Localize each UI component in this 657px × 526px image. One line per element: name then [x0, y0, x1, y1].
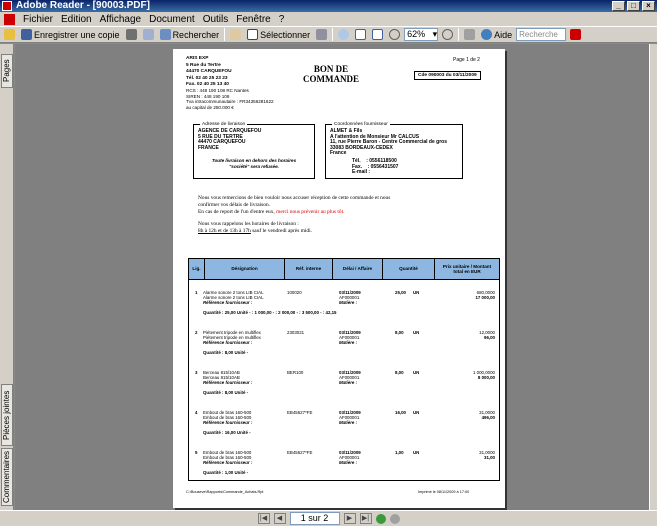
- row-prices: [475, 290, 495, 300]
- delivery-note: [198, 158, 310, 169]
- letter-p5b: sauf le vendredi après midi.: [250, 228, 312, 234]
- supplier-line4: 33083 BORDEAUX-CEDEX: [330, 144, 393, 151]
- delivery-line4: FRANCE: [198, 144, 219, 151]
- forward-view-icon[interactable]: [390, 514, 400, 524]
- row-unit: UN: [413, 290, 420, 295]
- supplier-fax-label: Fax.: [352, 163, 363, 170]
- col-lig: Lig.: [189, 259, 205, 279]
- letter-p3: [198, 209, 488, 216]
- chevron-down-icon[interactable]: ▾: [432, 29, 438, 39]
- row-quantity-line: Quantité : 16,00 Unité -: [203, 430, 251, 435]
- row-ref: EB45627*FE: [287, 410, 313, 415]
- letter-p5a: 8h à 12h et de 13h à 17h: [198, 228, 251, 234]
- row-ref-fourn: Référence fournisseur :: [203, 340, 253, 346]
- row-designation: [203, 410, 281, 426]
- company-address1: 5 Rue du Tertre: [186, 62, 221, 68]
- col-prix: Prix unitaire / Montant total en EUR: [442, 263, 492, 274]
- print-button[interactable]: [124, 28, 139, 42]
- row-des2: Piétement tripode en multiflex: [203, 335, 261, 341]
- toolbar-separator: [332, 28, 333, 41]
- row-designation: [203, 330, 281, 346]
- letter-p3b: merci nous prévenir au plus tôt.: [276, 209, 345, 215]
- row-ref-fourn: Référence fournisseur :: [203, 420, 253, 426]
- search-label: Rechercher: [172, 29, 220, 40]
- row-ref: EB45627*FE: [287, 450, 313, 455]
- row-qte: 8,00: [395, 370, 404, 375]
- menu-fenetre[interactable]: Fenêtre: [236, 13, 271, 25]
- search-web-input[interactable]: Recherche: [516, 28, 566, 41]
- row-des1: Alarme sonore 2 tons LIB CIAL: [203, 290, 264, 295]
- supplier-tel-label: Tél.: [352, 157, 361, 164]
- row-qte: 16,00: [395, 410, 406, 415]
- zoom-tool-button[interactable]: [336, 28, 351, 42]
- magnifier-icon: [338, 29, 349, 40]
- row-ref-fourn: Référence fournisseur :: [203, 380, 253, 386]
- adobe-reader-icon: [2, 1, 12, 11]
- row-des2: Alarme sonore 2 tons LIB CIAL: [203, 295, 264, 301]
- last-page-button[interactable]: ▶|: [360, 513, 372, 524]
- help-label: Aide: [494, 29, 513, 40]
- row-unit: UN: [413, 450, 420, 455]
- letter-p4: Nous vous rappelons les horaires de livraison :: [198, 221, 299, 227]
- rotate-icon: [464, 29, 475, 40]
- row-unit: UN: [413, 370, 420, 375]
- row-affaire: AF000001: [339, 295, 360, 301]
- email-button[interactable]: [141, 28, 156, 42]
- select-label: Sélectionner: [260, 29, 311, 40]
- menu-document[interactable]: Document: [149, 13, 195, 25]
- company-fax: Fax. 02 40 25 13 40: [186, 82, 229, 88]
- company-rcs: RCS : 448 190 108 RC Nantes: [186, 87, 249, 93]
- open-button[interactable]: [2, 28, 17, 42]
- letter-p2: confirmer vos délais de livraison.: [198, 202, 271, 208]
- col-designation: Désignation: [205, 259, 285, 279]
- row-total: 31,00: [484, 455, 495, 461]
- row-quantity-line: Quantité : 1,00 Unité -: [203, 470, 249, 475]
- tab-comments[interactable]: Commentaires: [1, 448, 13, 506]
- row-delai: 03/11/2009: [339, 450, 361, 455]
- row-des1: Berceau 815/10AB: [203, 370, 240, 375]
- fit-width-button[interactable]: [370, 28, 385, 42]
- minus-icon: [389, 29, 400, 40]
- row-matiere: Matière :: [339, 340, 358, 346]
- delivery-line3: 44470 CARQUEFOU: [198, 139, 246, 146]
- row-des2: Berceau 815/10AB: [203, 375, 240, 381]
- row-total: 8 000,00: [477, 375, 495, 381]
- letter-p5: [198, 228, 488, 235]
- row-matiere: Matière :: [339, 380, 358, 386]
- plus-icon: [442, 29, 453, 40]
- company-tel: Tél. 02 40 25 23 23: [186, 75, 228, 81]
- delivery-address-box: [193, 124, 315, 179]
- company-tva: Tva intracommunautaire : FR34356281622: [186, 99, 274, 105]
- row-qte: 1,00: [395, 450, 404, 455]
- row-delai-block: [339, 370, 361, 386]
- row-prices: [479, 410, 495, 420]
- fit-width-icon: [372, 29, 383, 40]
- row-ref: 100020: [287, 290, 302, 295]
- row-unit: UN: [413, 410, 420, 415]
- row-delai-block: [339, 330, 361, 346]
- row-des2: Embout de bras 160-500: [203, 455, 252, 461]
- company-capital: au capital de 250.000 €: [186, 104, 234, 110]
- help-button[interactable]: [479, 28, 514, 42]
- supplier-label: Coordonnées fournisseur: [334, 122, 388, 127]
- row-matiere: Matière :: [339, 300, 358, 306]
- email-icon: [143, 29, 154, 40]
- next-page-button[interactable]: ▶: [344, 513, 356, 524]
- pdf-page: [173, 49, 505, 508]
- select-tool-button[interactable]: [245, 28, 312, 42]
- footer-path: C:\Bouseve\Rapports\Commande_Achats.Rpt: [186, 490, 264, 494]
- col-delai: Délai / Affaire: [333, 259, 383, 279]
- fit-page-button[interactable]: [353, 28, 368, 42]
- zoom-out-button[interactable]: [387, 28, 402, 42]
- menu-bar: [0, 12, 657, 26]
- status-bar: [0, 510, 657, 526]
- row-des2: Embout de bras 160-500: [203, 415, 252, 421]
- supplier-box: [325, 124, 463, 179]
- snapshot-button[interactable]: [314, 28, 329, 42]
- minimize-button[interactable]: _: [612, 1, 625, 11]
- row-affaire: AF000001: [339, 455, 360, 461]
- menu-outils[interactable]: Outils: [202, 13, 229, 25]
- document-title: [303, 64, 359, 84]
- row-quantity-line: Quantité : 8,00 Unité -: [203, 390, 249, 395]
- folder-icon: [4, 29, 15, 40]
- printer-icon: [126, 29, 137, 40]
- row-lig: 1: [195, 290, 198, 295]
- row-des1: Piétement tripode en multiflex: [203, 330, 261, 335]
- company-name: ARIS EXP: [186, 56, 209, 61]
- help-icon: [481, 29, 492, 40]
- row-matiere: Matière :: [339, 420, 358, 426]
- row-delai: 03/11/2009: [339, 330, 361, 335]
- rotate-button[interactable]: [462, 28, 477, 42]
- save-icon: [21, 29, 32, 40]
- row-designation: [203, 290, 281, 306]
- row-designation: [203, 450, 281, 466]
- maximize-button[interactable]: □: [627, 1, 640, 11]
- zoom-level-input[interactable]: [404, 28, 438, 41]
- delivery-note2: "société" sera refusée.: [229, 163, 279, 169]
- title-bar: [0, 0, 657, 12]
- window-title: Adobe Reader - [90003.PDF]: [16, 0, 150, 11]
- zoom-value: 62%: [407, 29, 426, 39]
- row-prices: [473, 370, 495, 380]
- row-affaire: AF000001: [339, 375, 360, 381]
- page-number: Page 1 de 2: [453, 57, 480, 63]
- row-affaire: AF000001: [339, 335, 360, 341]
- letter-body: [198, 195, 488, 235]
- camera-icon: [316, 29, 327, 40]
- row-lig: 5: [195, 450, 198, 455]
- row-prices: [479, 330, 495, 340]
- row-ref: BER100: [287, 370, 304, 375]
- menu-fichier[interactable]: Fichier: [23, 13, 54, 25]
- fit-page-icon: [355, 29, 366, 40]
- search-button[interactable]: [158, 28, 222, 42]
- row-total: 96,00: [484, 335, 495, 341]
- toolbar-separator: [224, 28, 225, 41]
- supplier-fax: : 0556431507: [367, 163, 399, 170]
- row-prices: [479, 450, 495, 460]
- supplier-line1: ALMET & Fils: [330, 128, 363, 134]
- delivery-label: Adresse de livraison: [202, 122, 246, 127]
- tab-attachments[interactable]: Pièces jointes: [1, 384, 13, 446]
- footer-print-date: Imprimé le 08/11/2009 à 17:00: [418, 490, 470, 494]
- prev-page-button[interactable]: ◀: [274, 513, 286, 524]
- order-reference: Cde 090003 du 03/11/2009: [414, 71, 481, 80]
- row-unit: UN: [413, 330, 420, 335]
- title-line1: BON DE: [313, 64, 349, 74]
- yahoo-icon: [570, 29, 581, 40]
- row-designation: [203, 370, 281, 386]
- delivery-line1: AGENCE DE CARQUEFOU: [198, 128, 262, 134]
- binoculars-icon: [160, 29, 171, 40]
- col-quantite: Quantité: [383, 259, 435, 279]
- col-ref: Réf. interne: [285, 259, 333, 279]
- menu-edition[interactable]: Edition: [61, 13, 92, 25]
- supplier-line5: France: [330, 150, 347, 157]
- row-affaire: AF000001: [339, 415, 360, 421]
- hand-tool-button[interactable]: [228, 28, 243, 42]
- row-qte: 8,00: [395, 330, 404, 335]
- row-total: 496,00: [481, 415, 495, 421]
- table-body: [188, 280, 500, 481]
- supplier-line2: A l'attention de Monsieur Mr CALCUS: [330, 133, 420, 140]
- save-copy-button[interactable]: [19, 28, 122, 42]
- supplier-email-label: E-mail :: [352, 169, 371, 176]
- row-ref-fourn: Référence fournisseur :: [203, 460, 253, 466]
- hand-icon: [230, 29, 241, 40]
- row-delai-block: [339, 450, 361, 466]
- first-page-button[interactable]: |◀: [258, 513, 270, 524]
- toolbar: [0, 26, 657, 43]
- row-qte: 25,00: [395, 290, 406, 295]
- tab-pages[interactable]: Pages: [1, 54, 13, 88]
- row-matiere: Matière :: [339, 460, 358, 466]
- zoom-in-button[interactable]: [440, 28, 455, 42]
- company-siren: SIREN : 448 190 108: [186, 93, 230, 99]
- row-des1: Embout de bras 160-500: [203, 410, 252, 415]
- title-line2: COMMANDE: [303, 74, 359, 84]
- row-quantity-line: Quantité : 8,00 Unité -: [203, 350, 249, 355]
- row-pu: 31,0000: [479, 410, 495, 415]
- supplier-line3: 11, rue Pierre Baron - Centre Commercial de gros: [330, 139, 447, 146]
- letter-p3a: En cas de report de l'un d'entre eux,: [198, 209, 275, 215]
- row-pu: 680,0000: [476, 290, 495, 295]
- row-quantity-line: Quantité : 25,00 Unité - : 1 000,00 - : 2 000,00 - : 3 500,00 - : 42,15: [203, 310, 337, 315]
- row-lig: 4: [195, 410, 198, 415]
- row-des1: Embout de bras 160-500: [203, 450, 252, 455]
- menu-affichage[interactable]: Affichage: [99, 13, 142, 25]
- row-lig: 2: [195, 330, 198, 335]
- company-address2: 44470 CARQUEFOU: [186, 69, 232, 75]
- close-button[interactable]: ×: [642, 1, 655, 11]
- row-pu: 1 000,0000: [473, 370, 495, 375]
- row-pu: 12,0000: [479, 330, 495, 335]
- delivery-line2: 5 RUE DU TERTRE: [198, 133, 243, 140]
- save-copy-label: Enregistrer une copie: [34, 29, 120, 40]
- menu-help[interactable]: ?: [278, 13, 285, 25]
- supplier-tel: : 0556118500: [366, 157, 397, 164]
- row-delai: 03/11/2009: [339, 370, 361, 375]
- row-ref-fourn: Référence fournisseur :: [203, 300, 253, 306]
- row-total: 17 000,00: [475, 295, 495, 301]
- row-delai-block: [339, 410, 361, 426]
- delivery-note1: Toute livraison en dehors des horaires: [211, 158, 297, 164]
- row-delai-block: [339, 290, 361, 306]
- page-indicator[interactable]: 1 sur 2: [290, 512, 340, 525]
- row-lig: 3: [195, 370, 198, 375]
- letter-p1: Nous vous remercions de bien vouloir nous accuser réception de cette commande et nous: [198, 195, 391, 201]
- row-pu: 31,0000: [479, 450, 495, 455]
- navigation-pane: [0, 44, 14, 510]
- back-view-icon[interactable]: [376, 514, 386, 524]
- table-header: [188, 258, 500, 280]
- row-delai: 03/11/2009: [339, 410, 361, 415]
- yahoo-button[interactable]: [568, 28, 583, 42]
- pdf-doc-icon[interactable]: [4, 14, 15, 25]
- row-delai: 03/11/2009: [339, 290, 361, 295]
- company-header: [186, 55, 274, 110]
- cursor-icon: [247, 29, 258, 40]
- vertical-scrollbar[interactable]: [649, 44, 657, 510]
- toolbar-separator: [458, 28, 459, 41]
- row-ref: 2303021: [287, 330, 305, 335]
